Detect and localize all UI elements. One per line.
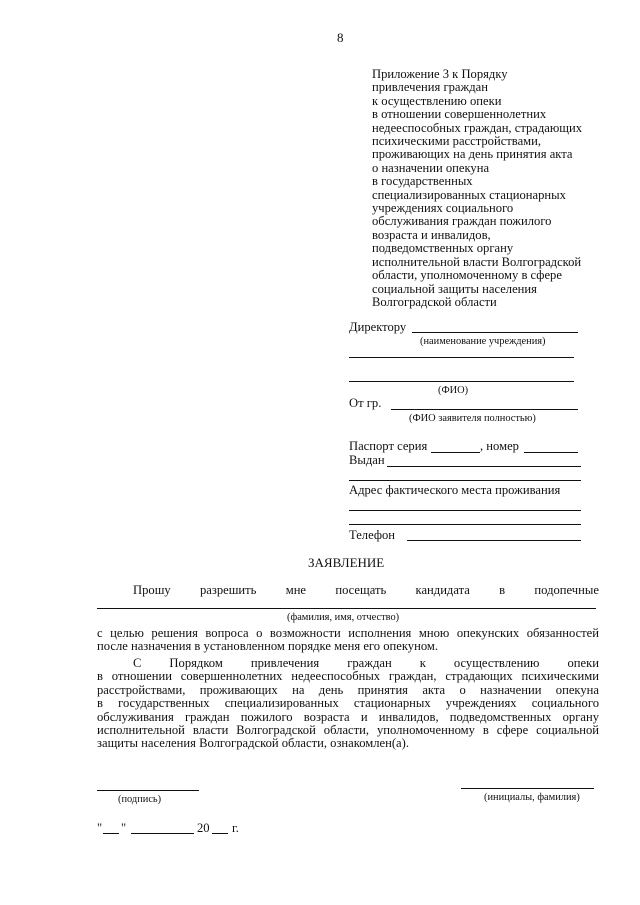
date-close-quote: "	[121, 821, 127, 835]
appendix-line: исполнительной власти Волгоградской	[372, 254, 582, 269]
appendix-line: области, уполномоченному в сфере	[372, 268, 562, 283]
address-field-line-2[interactable]	[349, 524, 581, 525]
date-month-field[interactable]	[131, 833, 194, 834]
date-year-field[interactable]	[212, 833, 228, 834]
address-label: Адрес фактического места проживания	[349, 483, 561, 497]
appendix-line: подведомственных органу	[372, 241, 514, 256]
acknowledgement-line: исполнительной власти Волгоградской области, уполномоченному в сфере социальной	[97, 722, 599, 737]
fio-field[interactable]	[349, 381, 574, 382]
request-word: посещать	[335, 583, 387, 597]
date-year-prefix: 20	[197, 821, 210, 835]
institution-field-line-2[interactable]	[349, 357, 574, 358]
acknowledgement-line: расстройствами, проживающих на день принятия акта о назначении опекуна	[97, 682, 599, 697]
fio-caption: (ФИО)	[438, 385, 469, 396]
request-word: кандидата	[415, 583, 470, 597]
director-label: Директору	[349, 320, 407, 334]
address-field[interactable]	[349, 510, 581, 511]
initials-field[interactable]	[461, 788, 594, 789]
ward-fio-field[interactable]	[97, 608, 596, 609]
issued-field[interactable]	[387, 466, 581, 467]
appendix-line: Волгоградской области	[372, 294, 497, 309]
appendix-line: обслуживания граждан пожилого	[372, 214, 552, 229]
acknowledgement-line: в отношении совершеннолетних недееспособных граждан, страдающих психическими	[97, 669, 599, 684]
institution-field[interactable]	[412, 332, 578, 333]
applicant-field[interactable]	[391, 409, 578, 410]
signature-caption: (подпись)	[118, 794, 162, 805]
acknowledgement-paragraph	[97, 657, 599, 751]
appendix-line: социальной защиты населения	[372, 281, 537, 296]
signature-field[interactable]	[97, 790, 199, 791]
issued-label: Выдан	[349, 453, 385, 467]
request-word: Прошу	[133, 583, 171, 597]
purpose-paragraph	[97, 627, 599, 654]
from-label: От гр.	[349, 396, 382, 410]
initials-caption: (инициалы, фамилия)	[484, 792, 580, 803]
acknowledgement-line: защиты населения Волгоградской области, ознакомлен(а).	[97, 736, 409, 751]
passport-series-field[interactable]	[431, 452, 480, 453]
request-word: мне	[285, 583, 307, 597]
appendix-line: возраста и инвалидов,	[372, 227, 491, 242]
phone-label: Телефон	[349, 528, 396, 542]
acknowledgement-line: в государственных специализированных стационарных учреждениях социального	[97, 696, 599, 711]
appendix-line: проживающих на день принятия акта	[372, 147, 573, 162]
phone-field[interactable]	[407, 540, 581, 541]
request-word: в	[499, 583, 506, 597]
acknowledgement-line: обслуживания граждан пожилого возраста и инвалидов, подведомственных органу	[97, 709, 599, 724]
fio-full-caption: (фамилия, имя, отчество)	[287, 612, 400, 623]
purpose-line: после назначения в установленном порядке меня его опекуном.	[97, 639, 438, 654]
request-line	[133, 584, 599, 597]
passport-number-label: , номер	[480, 439, 519, 453]
appendix-line: в отношении совершеннолетних	[372, 107, 547, 122]
appendix-line: в государственных	[372, 174, 473, 189]
appendix-line: специализированных стационарных	[372, 187, 566, 202]
acknowledgement-line: С Порядком привлечения граждан к осуществлению опеки	[133, 656, 599, 670]
purpose-line: с целью решения вопроса о возможности исполнения мною опекунских обязанностей	[97, 626, 599, 640]
passport-number-field[interactable]	[524, 452, 578, 453]
appendix-line: к осуществлению опеки	[372, 93, 502, 108]
request-word: разрешить	[199, 583, 257, 597]
date-open-quote: "	[97, 821, 103, 835]
appendix-line: Приложение 3 к Порядку	[372, 67, 508, 81]
page-number: 8	[337, 30, 344, 45]
issued-field-line-2[interactable]	[349, 480, 581, 481]
institution-caption: (наименование учреждения)	[420, 336, 546, 347]
document-title: ЗАЯВЛЕНИЕ	[308, 555, 385, 570]
applicant-caption: (ФИО заявителя полностью)	[409, 413, 536, 424]
appendix-line: о назначении опекуна	[372, 160, 490, 175]
request-word: подопечные	[534, 583, 599, 597]
appendix-line: психическими расстройствами,	[372, 134, 542, 149]
appendix-line: недееспособных граждан, страдающих	[372, 120, 583, 135]
appendix-line: учреждениях социального	[372, 201, 514, 216]
appendix-line: привлечения граждан	[372, 80, 488, 95]
appendix-block	[372, 68, 612, 309]
date-year-suffix: г.	[232, 821, 239, 835]
passport-series-label: Паспорт серия	[349, 439, 428, 453]
date-day-field[interactable]	[103, 833, 119, 834]
